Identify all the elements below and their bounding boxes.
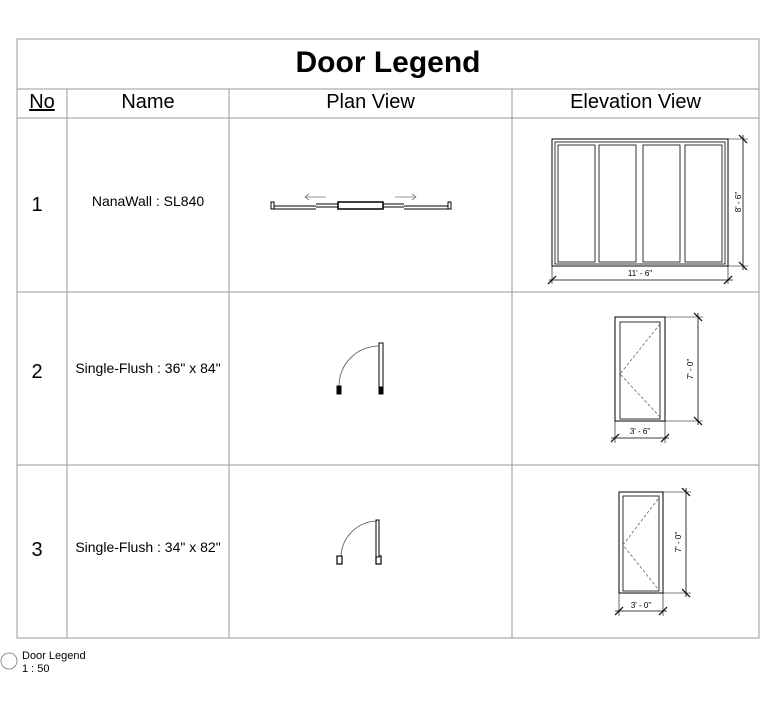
- view-caption-name: Door Legend: [22, 650, 86, 662]
- row2-name: Single-Flush : 36" x 84": [75, 360, 221, 376]
- header-no: No: [29, 91, 55, 113]
- elevation-view-nanawall: [548, 135, 748, 284]
- row3-name: Single-Flush : 34" x 82": [75, 539, 221, 555]
- header-plan-view: Plan View: [326, 91, 415, 113]
- view-caption-scale: 1 : 50: [22, 663, 50, 675]
- plan-view-nanawall: [271, 194, 451, 209]
- row3-number: 3: [31, 539, 43, 561]
- row3-height-dimension: 7' - 0": [674, 531, 683, 553]
- row1-name: NanaWall : SL840: [91, 193, 205, 209]
- row1-width-dimension: 11' - 6": [627, 269, 653, 278]
- legend-title: Door Legend: [295, 46, 481, 79]
- header-name: Name: [121, 91, 175, 113]
- plan-view-single-flush-34: [337, 520, 381, 564]
- plan-view-single-flush-36: [337, 343, 383, 394]
- row2-height-dimension: 7' - 0": [686, 358, 695, 380]
- view-title-symbol: [1, 653, 17, 669]
- row2-width-dimension: 3' - 6": [629, 427, 651, 436]
- row3-width-dimension: 3' - 0": [630, 601, 652, 610]
- row2-number: 2: [31, 361, 43, 383]
- header-elevation-view: Elevation View: [570, 91, 701, 113]
- row1-height-dimension: 8' - 6": [734, 191, 743, 213]
- row1-number: 1: [31, 194, 43, 216]
